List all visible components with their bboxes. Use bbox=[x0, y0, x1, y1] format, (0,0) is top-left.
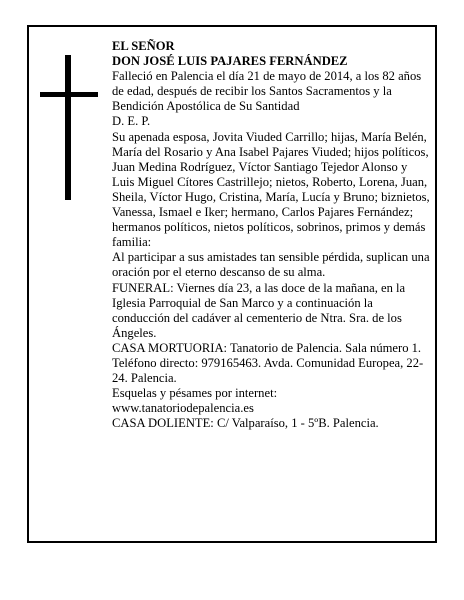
cross-horizontal-bar bbox=[40, 92, 98, 97]
dep-line: D. E. P. bbox=[112, 114, 151, 129]
death-notice-paragraph: Falleció en Palencia el día 21 de mayo de 2014, a los 82 años de edad, después de recibir los Santos Sacramentos y la Bendición Apostólica de Su Santidad bbox=[112, 69, 422, 114]
family-home-paragraph: CASA DOLIENTE: C/ Valparaíso, 1 - 5ºB. Palencia. bbox=[112, 416, 379, 431]
obituary-text bbox=[112, 39, 430, 431]
cross-icon bbox=[40, 55, 98, 200]
cross-vertical-bar bbox=[65, 55, 71, 200]
funeral-paragraph: FUNERAL: Viernes día 23, a las doce de la mañana, en la Iglesia Parroquial de San Marco y a continuación la conducción del cadáver al cementerio de Ntra. Sra. de los Ángeles. bbox=[112, 280, 406, 340]
obituary-heading-name: DON JOSÉ LUIS PAJARES FERNÁNDEZ bbox=[112, 54, 348, 69]
funeral-home-paragraph: CASA MORTUORIA: Tanatorio de Palencia. Sala número 1. Teléfono directo: 979165463. Avda. Comunidad Europea, 22-24. Palencia. bbox=[112, 340, 424, 386]
obituary-heading-title: EL SEÑOR bbox=[112, 39, 175, 53]
prayer-request-paragraph: Al participar a sus amistades tan sensible pérdida, suplican una oración por el eterno descanso de su alma. bbox=[112, 250, 430, 280]
family-paragraph: Su apenada esposa, Jovita Viuded Carrillo; hijas, María Belén, María del Rosario y Ana Isabel Pajares Viuded; hijos políticos, Juan Medina Rodríguez, Víctor Santiago Tejedor Alonso y Luis Miguel Cítores Castrillejo; nietos, Roberto, Lorena, Juan, Sheila, Víctor Hugo, Cristina, María, Lucía y Bruno; biznietos, Vanessa, Ismael e Iker; hermano, Carlos Pajares Fernández; hermanos políticos, nietos políticos, sobrinos, primos y demás familia: bbox=[112, 129, 430, 250]
website-link: www.tanatoriodepalencia.es bbox=[112, 401, 254, 416]
internet-notice-line: Esquelas y pésames por internet: bbox=[112, 386, 278, 401]
